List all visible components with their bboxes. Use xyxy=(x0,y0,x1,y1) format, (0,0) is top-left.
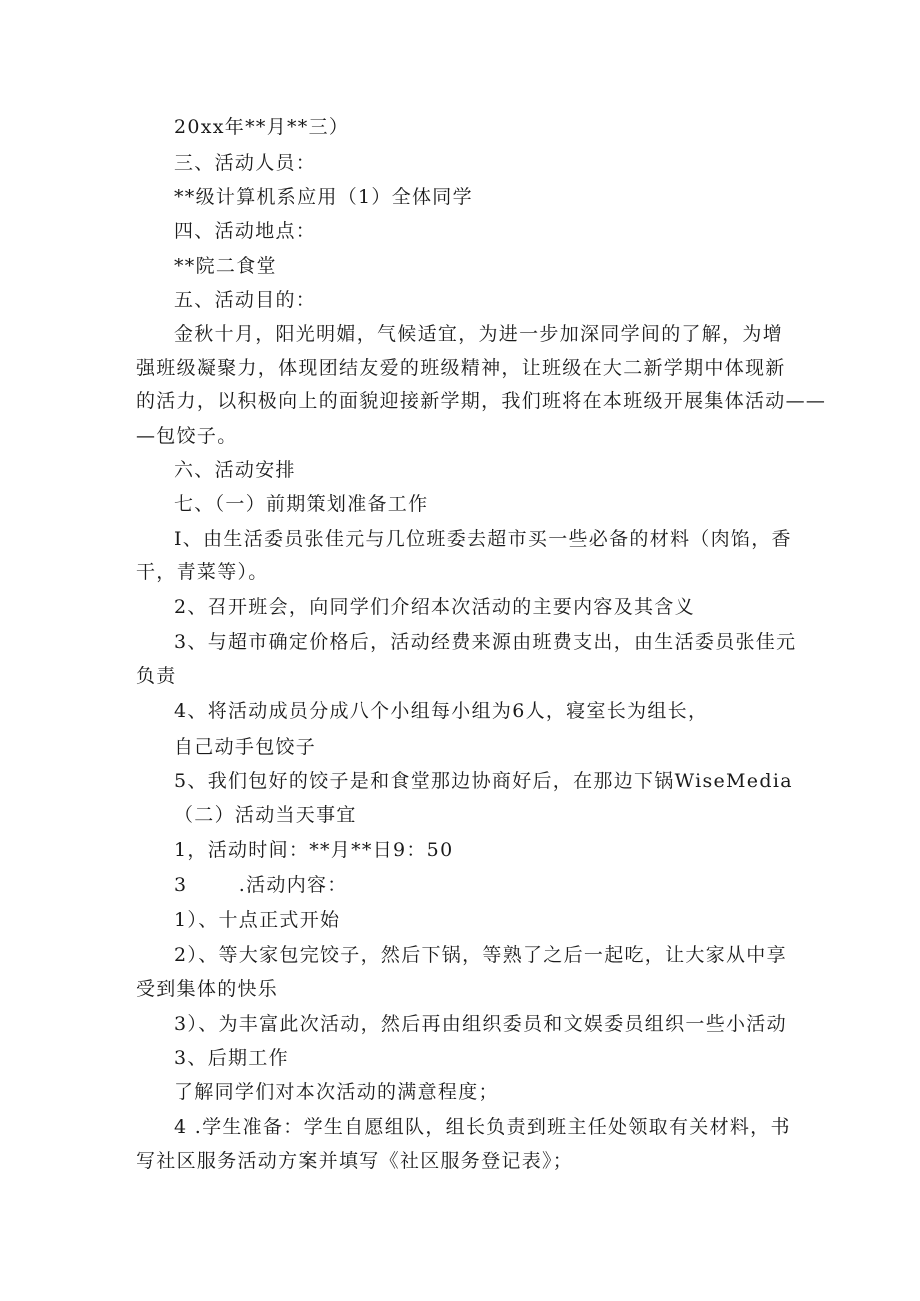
prep-item-line: 自己动手包饺子 xyxy=(174,736,317,758)
section-followup-heading: 3、后期工作 xyxy=(174,1047,289,1069)
date-line: 20xx年**月**三） xyxy=(174,116,350,138)
section-preparation-heading: 七、（一）前期策划准备工作 xyxy=(174,493,429,515)
participants-text: **级计算机系应用（1）全体同学 xyxy=(174,186,473,208)
prep-item-line: 负责 xyxy=(136,665,177,687)
purpose-paragraph-line: —包饺子。 xyxy=(136,425,238,447)
section-purpose-heading: 五、活动目的： xyxy=(174,289,317,311)
location-text: **院二食堂 xyxy=(174,255,277,277)
day-item-line: 3 .活动内容： xyxy=(174,874,348,896)
day-item-line: 1）、十点正式开始 xyxy=(174,909,341,931)
section-participants-heading: 三、活动人员： xyxy=(174,152,317,174)
followup-text: 了解同学们对本次活动的满意程度； xyxy=(174,1081,499,1103)
prep-item-line: 5、我们包好的饺子是和食堂那边协商好后，在那边下锅WiseMedia xyxy=(174,770,793,792)
prep-item-line: 2、召开班会，向同学们介绍本次活动的主要内容及其含义 xyxy=(174,596,695,618)
day-item-line: 1，活动时间：**月**日9：50 xyxy=(174,839,454,861)
prep-item-line: 干，青菜等）。 xyxy=(136,561,269,583)
section-day-heading: （二）活动当天事宜 xyxy=(174,804,357,826)
prep-item-line: 4、将活动成员分成八个小组每小组为6人，寝室长为组长， xyxy=(174,700,709,722)
prep-item-line: I、由生活委员张佳元与几位班委去超市买一些必备的材料（肉馅，香 xyxy=(174,528,792,550)
section-location-heading: 四、活动地点： xyxy=(174,220,317,242)
student-prep-line: 4 .学生准备：学生自愿组队，组长负责到班主任处领取有关材料，书 xyxy=(174,1116,791,1138)
day-item-line: 受到集体的快乐 xyxy=(136,978,279,1000)
purpose-paragraph-line: 金秋十月，阳光明媚，气候适宜，为进一步加深同学间的了解，为增 xyxy=(174,323,784,345)
section-arrangement-heading: 六、活动安排 xyxy=(174,459,296,481)
prep-item-line: 3、与超市确定价格后，活动经费来源由班费支出，由生活委员张佳元 xyxy=(174,631,797,653)
purpose-paragraph-line: 强班级凝聚力，体现团结友爱的班级精神，让班级在大二新学期中体现新 xyxy=(136,357,786,379)
student-prep-line: 写社区服务活动方案并填写《社区服务登记表》； xyxy=(136,1150,574,1172)
day-item-line: 2）、等大家包完饺子，然后下锅，等熟了之后一起吃，让大家从中享 xyxy=(174,944,787,966)
day-item-line: 3）、为丰富此次活动，然后再由组织委员和文娱委员组织一些小活动 xyxy=(174,1013,787,1035)
purpose-paragraph-line: 的活力，以积极向上的面貌迎接新学期，我们班将在本班级开展集体活动—— xyxy=(136,390,827,412)
